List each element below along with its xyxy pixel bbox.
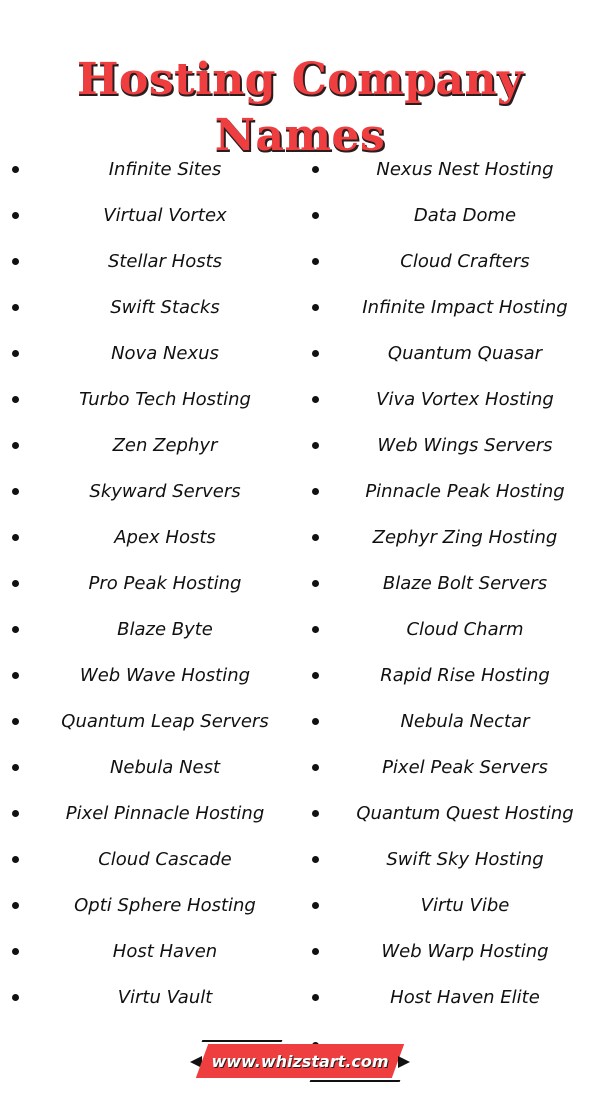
list-item (10, 974, 300, 1020)
bullet-dot-icon (12, 810, 19, 817)
list-item-label: Cloud Crafters (400, 250, 530, 272)
list-item (310, 192, 600, 238)
list-item (310, 514, 600, 560)
list-item (10, 514, 300, 560)
list-item-label: Pinnacle Peak Hosting (365, 480, 565, 502)
list-item-label: Nova Nexus (111, 342, 219, 364)
list-item-label: Infinite Sites (108, 158, 222, 180)
list-item (10, 698, 300, 744)
bullet-dot-icon (12, 948, 19, 955)
bullet-dot-icon (312, 764, 319, 771)
list-item-label: Cloud Cascade (98, 848, 232, 870)
list-item-label: Rapid Rise Hosting (380, 664, 550, 686)
list-item-label: Nexus Nest Hosting (376, 158, 554, 180)
list-item-label: Web Wings Servers (377, 434, 553, 456)
banner-line-top (202, 1040, 283, 1042)
bullet-dot-icon (312, 994, 319, 1001)
list-item (310, 836, 600, 882)
bullet-dot-icon (12, 350, 19, 357)
list-item-label: Zen Zephyr (112, 434, 218, 456)
bullet-dot-icon (312, 350, 319, 357)
bullet-dot-icon (312, 212, 319, 219)
list-item (310, 376, 600, 422)
list-item-label: Data Dome (413, 204, 517, 226)
list-item-label: Blaze Byte (117, 618, 213, 640)
list-item-label: Swift Stacks (110, 296, 220, 318)
list-item (10, 652, 300, 698)
bullet-dot-icon (12, 442, 19, 449)
bullet-dot-icon (312, 166, 319, 173)
list-item-label: Infinite Impact Hosting (362, 296, 568, 318)
list-item-label: Nebula Nest (109, 756, 221, 778)
list-item-label: Skyward Servers (89, 480, 241, 502)
bullet-dot-icon (312, 304, 319, 311)
list-item (310, 974, 600, 1020)
list-item (10, 468, 300, 514)
list-item-label: Web Warp Hosting (381, 940, 549, 962)
bullet-dot-icon (12, 258, 19, 265)
list-item-label: Pixel Pinnacle Hosting (65, 802, 265, 824)
list-item-label: Pixel Peak Servers (382, 756, 548, 778)
bullet-dot-icon (12, 488, 19, 495)
bullet-dot-icon (12, 672, 19, 679)
bullet-dot-icon (12, 626, 19, 633)
list-item (310, 744, 600, 790)
list-item (10, 146, 300, 192)
list-item-label: Quantum Leap Servers (61, 710, 269, 732)
list-item (10, 882, 300, 928)
list-item (10, 928, 300, 974)
bullet-dot-icon (312, 580, 319, 587)
list-item (10, 238, 300, 284)
bullet-dot-icon (12, 396, 19, 403)
bullet-dot-icon (12, 212, 19, 219)
bullet-dot-icon (312, 258, 319, 265)
list-item-label: Quantum Quest Hosting (356, 802, 574, 824)
bullet-dot-icon (312, 534, 319, 541)
list-item-label: Pro Peak Hosting (88, 572, 242, 594)
list-item-label: Quantum Quasar (387, 342, 543, 364)
list-item-label: Swift Sky Hosting (386, 848, 544, 870)
bullet-dot-icon (12, 902, 19, 909)
website-banner (190, 1040, 410, 1084)
bullet-dot-icon (12, 304, 19, 311)
list-item (310, 146, 600, 192)
list-item-label: Virtual Vortex (103, 204, 227, 226)
bullet-dot-icon (12, 856, 19, 863)
bullet-dot-icon (312, 396, 319, 403)
list-item (310, 928, 600, 974)
list-item (310, 422, 600, 468)
list-item-label: Virtu Vibe (420, 894, 510, 916)
list-item-label: Viva Vortex Hosting (376, 388, 554, 410)
list-item (310, 330, 600, 376)
list-item (10, 606, 300, 652)
list-item (10, 192, 300, 238)
list-item (310, 652, 600, 698)
list-item-label: Zephyr Zing Hosting (372, 526, 558, 548)
bullet-dot-icon (312, 718, 319, 725)
list-item (310, 698, 600, 744)
bullet-dot-icon (12, 580, 19, 587)
bullet-dot-icon (12, 718, 19, 725)
bullet-dot-icon (312, 672, 319, 679)
list-item (310, 560, 600, 606)
list-item-label: Host Haven (112, 940, 218, 962)
list-item-label: Turbo Tech Hosting (79, 388, 251, 410)
bullet-dot-icon (12, 166, 19, 173)
list-item (10, 284, 300, 330)
names-column-right (310, 146, 600, 1020)
list-item-label: Web Wave Hosting (79, 664, 251, 686)
bullet-dot-icon (312, 488, 319, 495)
list-item-label: Nebula Nectar (400, 710, 530, 732)
names-column-left (10, 146, 300, 1020)
bullet-dot-icon (12, 764, 19, 771)
bullet-dot-icon (312, 948, 319, 955)
list-item-label: Opti Sphere Hosting (74, 894, 256, 916)
bullet-dot-icon (312, 902, 319, 909)
list-item (310, 284, 600, 330)
bullet-dot-icon (312, 810, 319, 817)
list-item (310, 238, 600, 284)
list-item (310, 606, 600, 652)
list-item (10, 330, 300, 376)
list-item (10, 790, 300, 836)
list-item (10, 836, 300, 882)
list-item-label: Cloud Charm (406, 618, 524, 640)
page-title: Hosting Company Names (76, 54, 524, 161)
banner-line-bottom (310, 1080, 401, 1082)
list-item-label: Blaze Bolt Servers (382, 572, 548, 594)
bullet-dot-icon (312, 626, 319, 633)
list-item (310, 790, 600, 836)
bullet-dot-icon (12, 994, 19, 1001)
bullet-dot-icon (12, 534, 19, 541)
list-item-label: Apex Hosts (114, 526, 216, 548)
list-item (10, 376, 300, 422)
list-item (10, 560, 300, 606)
list-item (310, 882, 600, 928)
list-item (310, 468, 600, 514)
bullet-dot-icon (312, 442, 319, 449)
list-item (10, 744, 300, 790)
bullet-dot-icon (312, 856, 319, 863)
list-item-label: Virtu Vault (117, 986, 213, 1008)
list-item (10, 422, 300, 468)
website-url[interactable]: www.whizstart.com (211, 1051, 389, 1071)
list-item-label: Stellar Hosts (107, 250, 223, 272)
list-item-label: Host Haven Elite (390, 986, 540, 1008)
